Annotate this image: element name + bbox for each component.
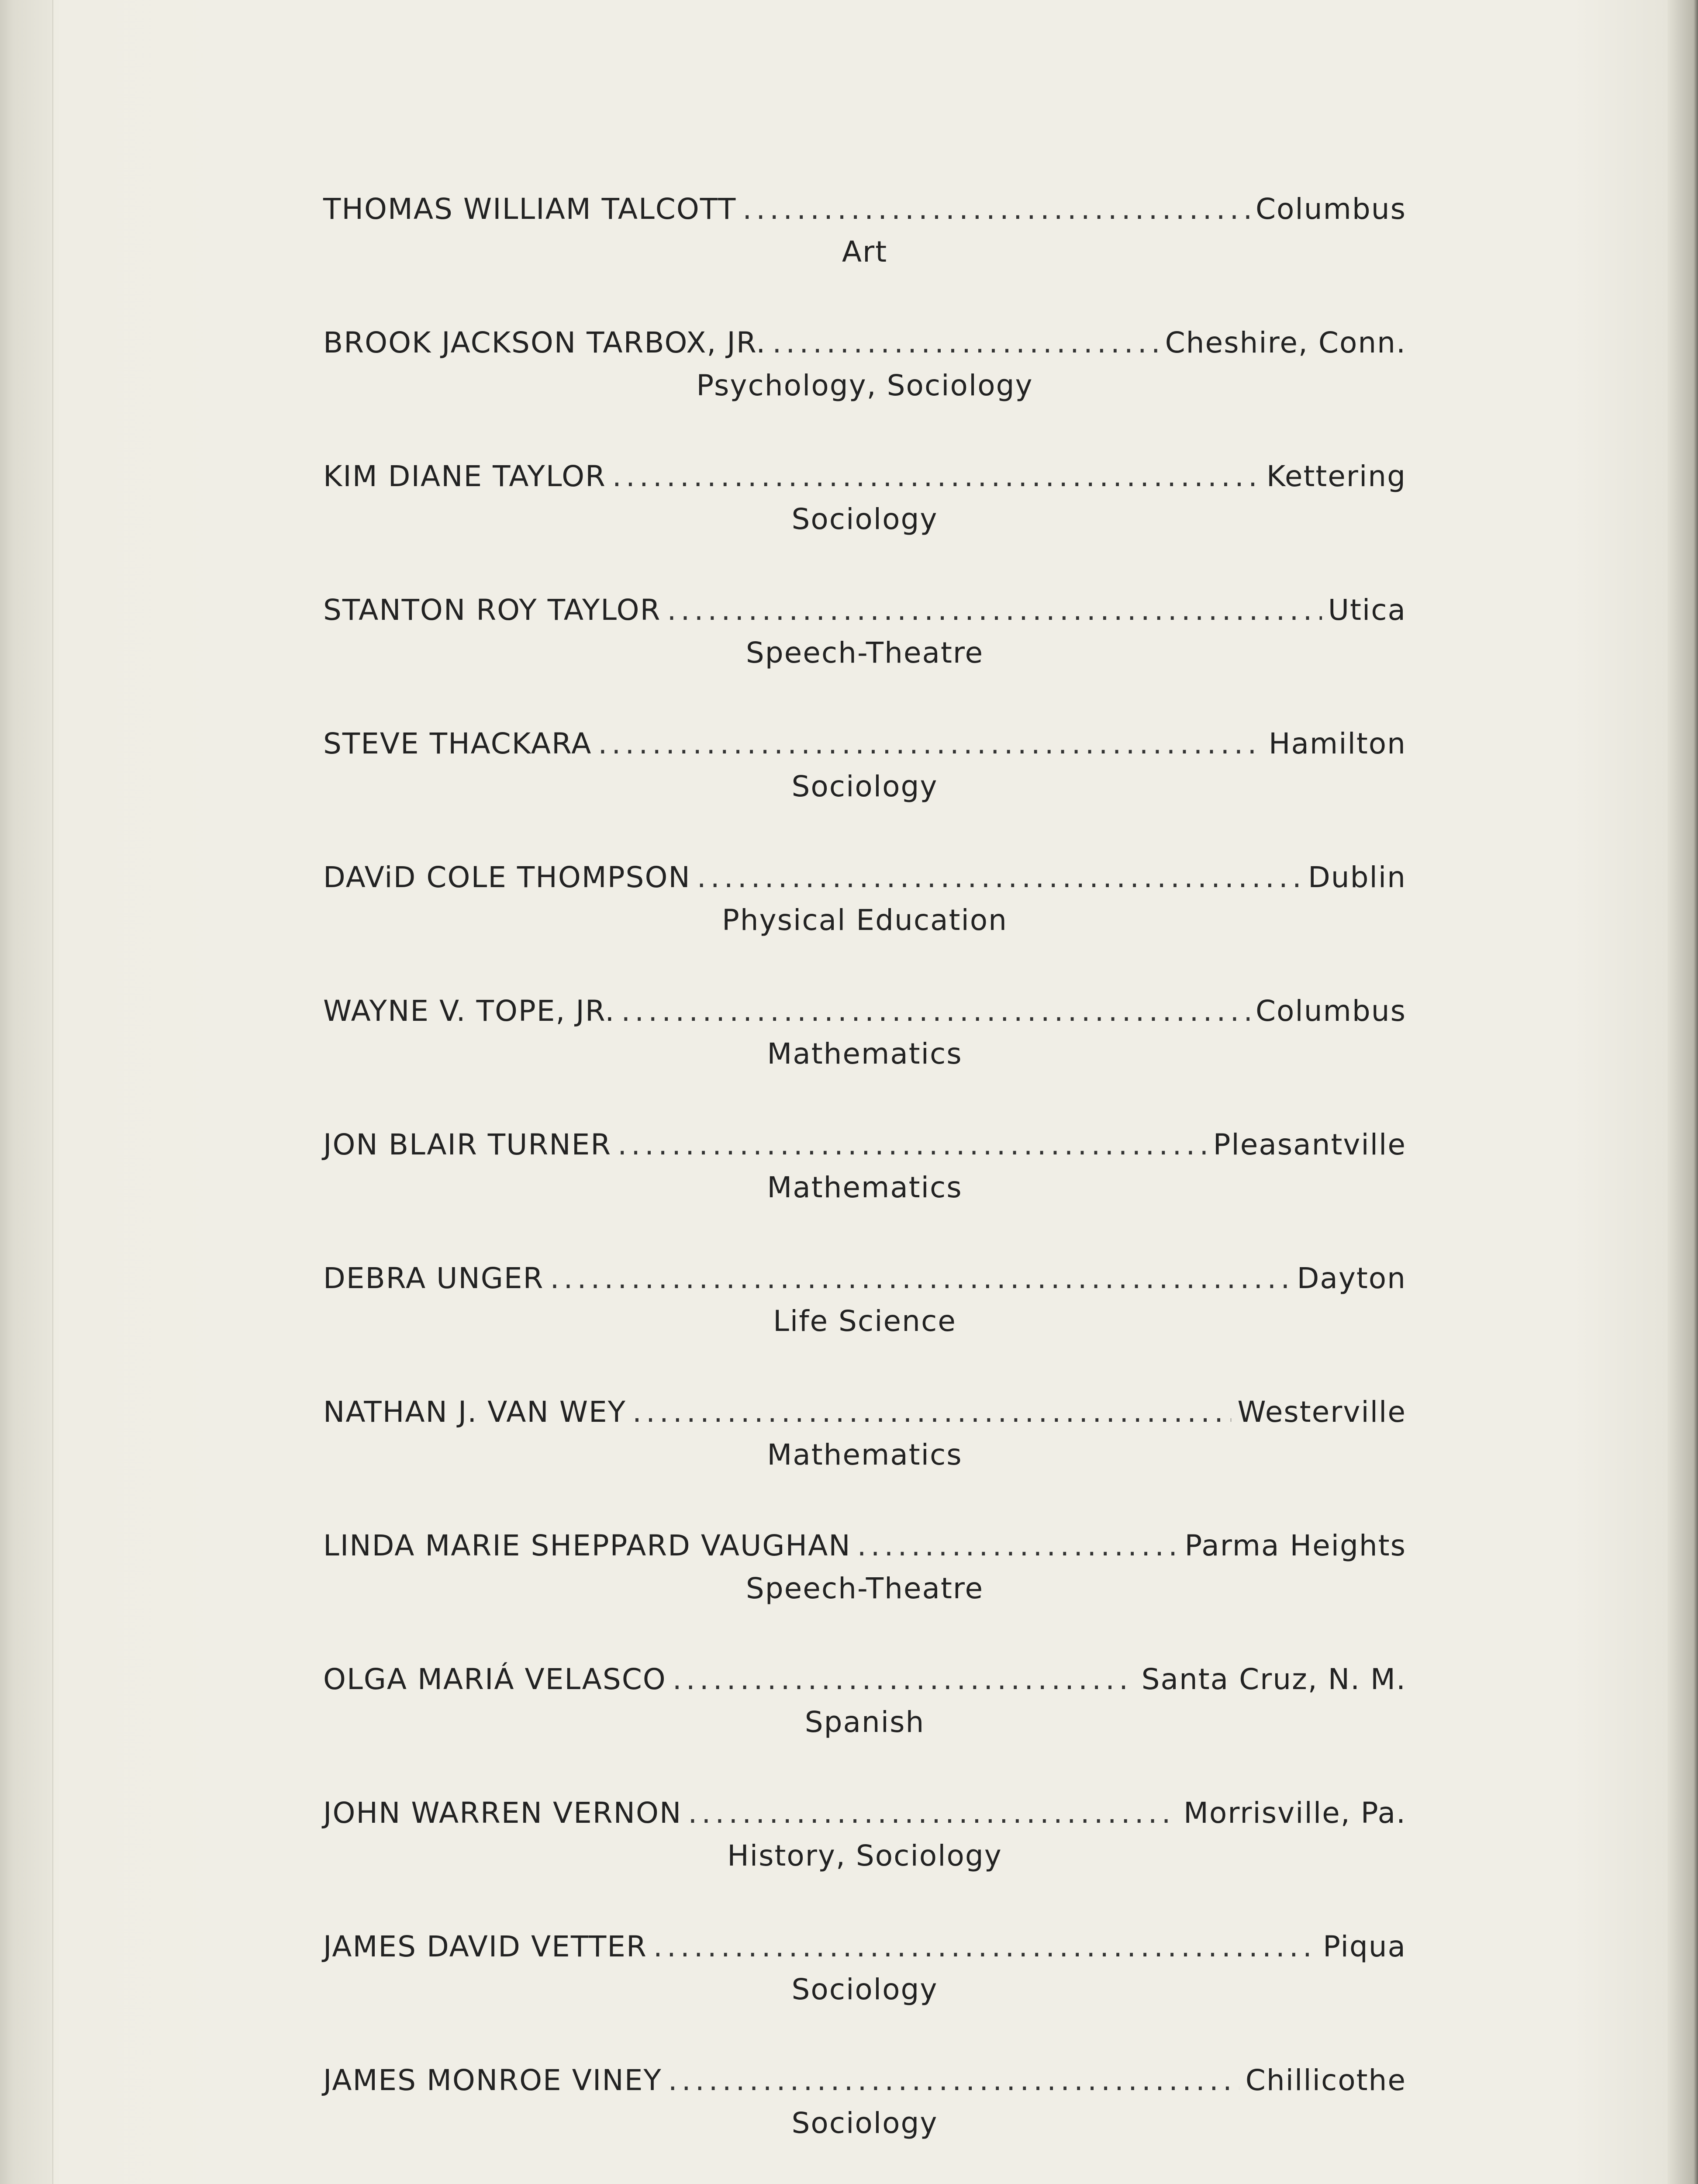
graduate-name: JON BLAIR TURNER xyxy=(323,1128,612,1161)
major-field: Speech-Theatre xyxy=(745,1572,984,1605)
major-field: Sociology xyxy=(791,1973,938,2006)
graduate-name: STEVE THACKARA xyxy=(323,727,592,760)
entry-line xyxy=(323,1395,1406,1430)
entry-line xyxy=(323,1662,1406,1697)
graduate-name: LINDA MARIE SHEPPARD VAUGHAN xyxy=(323,1529,851,1562)
graduate-name: JOHN WARREN VERNON xyxy=(323,1796,682,1830)
graduate-entry xyxy=(323,1662,1406,1796)
graduate-name: JAMES MONROE VINEY xyxy=(323,2063,662,2097)
major-field: Mathematics xyxy=(767,1171,963,1204)
major-field: Life Science xyxy=(773,1304,956,1338)
graduate-entry xyxy=(323,1261,1406,1395)
entry-line xyxy=(323,1529,1406,1564)
major-field: Sociology xyxy=(791,770,938,803)
hometown: Dublin xyxy=(1308,860,1406,894)
page-binding-edge xyxy=(0,0,53,2184)
hometown: Hamilton xyxy=(1268,727,1406,760)
dot-leader xyxy=(612,460,1260,493)
hometown: Cheshire, Conn. xyxy=(1165,326,1406,359)
dot-leader xyxy=(621,994,1249,1028)
major-field: History, Sociology xyxy=(727,1839,1002,1873)
graduate-entry xyxy=(323,1930,1406,2063)
graduate-name: OLGA MARIÁ VELASCO xyxy=(323,1662,666,1696)
graduate-entry xyxy=(323,460,1406,593)
major-field: Physical Education xyxy=(721,903,1008,937)
graduate-entry xyxy=(323,1796,1406,1930)
dot-leader xyxy=(688,1796,1177,1830)
entry-line xyxy=(323,860,1406,895)
graduate-name: KIM DIANE TAYLOR xyxy=(323,460,606,493)
graduate-name: DAViD COLE THOMPSON xyxy=(323,860,691,894)
dot-leader xyxy=(857,1529,1179,1562)
dot-leader xyxy=(653,1930,1317,1963)
hometown: Columbus xyxy=(1255,994,1406,1028)
major-field: Spanish xyxy=(804,1705,925,1739)
graduate-name: THOMAS WILLIAM TALCOTT xyxy=(323,192,737,226)
graduate-name: DEBRA UNGER xyxy=(323,1261,544,1295)
major-field: Mathematics xyxy=(767,1438,963,1472)
entry-line xyxy=(323,192,1406,227)
graduate-entry xyxy=(323,326,1406,460)
hometown: Dayton xyxy=(1297,1261,1406,1295)
major-field: Speech-Theatre xyxy=(745,636,984,670)
hometown: Utica xyxy=(1328,593,1406,627)
hometown: Chillicothe xyxy=(1245,2063,1406,2097)
entry-line xyxy=(323,326,1406,361)
hometown: Parma Heights xyxy=(1184,1529,1406,1562)
major-field: Sociology xyxy=(791,2106,938,2140)
entry-line xyxy=(323,460,1406,494)
major-field: Art xyxy=(842,235,888,269)
graduate-name: WAYNE V. TOPE, JR. xyxy=(323,994,615,1028)
dot-leader xyxy=(550,1261,1291,1295)
entry-line xyxy=(323,1930,1406,1965)
major-field: Sociology xyxy=(791,502,938,536)
page-right-edge xyxy=(1667,0,1698,2184)
graduate-entry xyxy=(323,192,1406,326)
entry-line xyxy=(323,1796,1406,1831)
hometown: Santa Cruz, N. M. xyxy=(1141,1662,1406,1696)
dot-leader xyxy=(772,326,1159,359)
entry-line xyxy=(323,727,1406,762)
hometown: Westerville xyxy=(1237,1395,1406,1429)
hometown: Kettering xyxy=(1266,460,1406,493)
hometown: Columbus xyxy=(1255,192,1406,226)
major-field: Mathematics xyxy=(767,1037,963,1071)
graduate-entry xyxy=(323,1128,1406,1261)
graduate-entry xyxy=(323,1529,1406,1662)
dot-leader xyxy=(742,192,1249,226)
graduate-name: JAMES DAVID VETTER xyxy=(323,1930,647,1963)
entry-line xyxy=(323,1261,1406,1296)
graduate-entry xyxy=(323,727,1406,860)
entry-line xyxy=(323,2063,1406,2098)
dot-leader xyxy=(667,593,1322,627)
hometown: Piqua xyxy=(1323,1930,1406,1963)
hometown: Morrisville, Pa. xyxy=(1183,1796,1406,1830)
hometown: Pleasantville xyxy=(1213,1128,1406,1161)
graduate-name: BROOK JACKSON TARBOX, JR. xyxy=(323,326,766,359)
major-field: Psychology, Sociology xyxy=(696,369,1033,402)
dot-leader xyxy=(697,860,1302,894)
graduate-entry xyxy=(323,860,1406,994)
dot-leader xyxy=(668,2063,1239,2097)
graduate-list xyxy=(323,192,1406,2184)
graduate-name: STANTON ROY TAYLOR xyxy=(323,593,661,627)
graduate-entry xyxy=(323,593,1406,727)
dot-leader xyxy=(598,727,1262,760)
dot-leader xyxy=(632,1395,1231,1429)
entry-line xyxy=(323,1128,1406,1163)
graduate-entry xyxy=(323,1395,1406,1529)
dot-leader xyxy=(673,1662,1135,1696)
dot-leader xyxy=(618,1128,1207,1161)
graduate-name: NATHAN J. VAN WEY xyxy=(323,1395,626,1429)
entry-line xyxy=(323,593,1406,628)
graduate-entry xyxy=(323,994,1406,1128)
graduate-entry xyxy=(323,2063,1406,2184)
entry-line xyxy=(323,994,1406,1029)
